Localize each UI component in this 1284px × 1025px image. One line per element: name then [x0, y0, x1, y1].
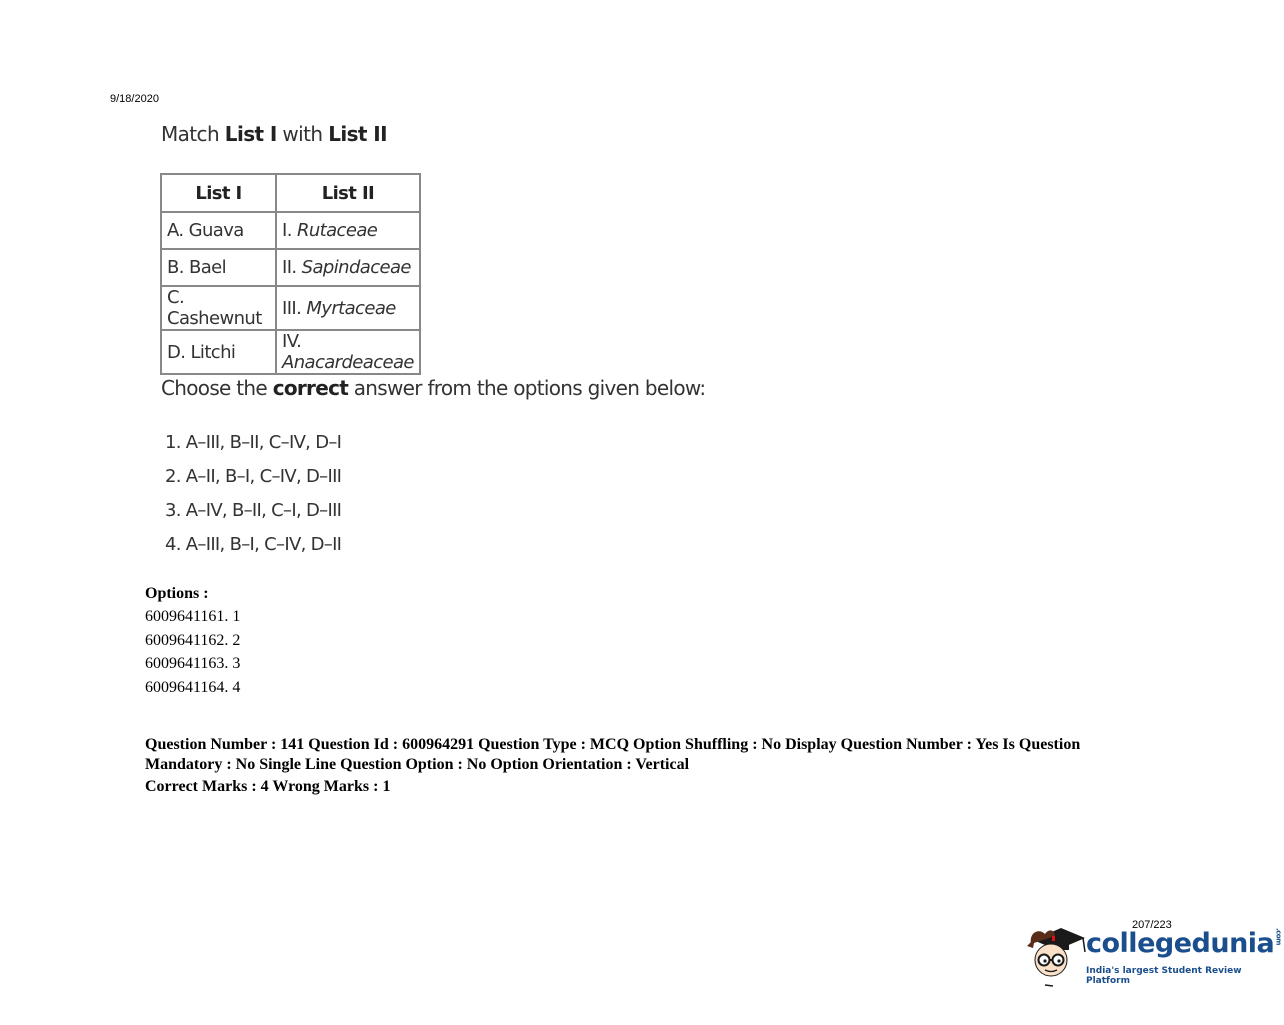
table-row [161, 249, 420, 286]
list-1-cell: A. Guava [161, 212, 276, 249]
column-header-list-2: List II [276, 174, 420, 212]
option-item: 6009641164. 4 [145, 679, 241, 697]
list-1-cell: B. Bael [161, 249, 276, 286]
match-table [160, 173, 421, 375]
answer-item: 2. A–II, B–I, C–IV, D–III [165, 466, 342, 487]
option-item: 6009641163. 3 [145, 655, 241, 673]
print-date: 9/18/2020 [110, 93, 159, 105]
list-1-cell: D. Litchi [161, 330, 276, 374]
list-2-cell: II. Sapindaceae [276, 249, 420, 286]
list-2-cell: I. Rutaceae [276, 212, 420, 249]
table-row [161, 212, 420, 249]
answer-item: 3. A–IV, B–II, C–I, D–III [165, 500, 342, 521]
table-row [161, 330, 420, 374]
choose-instruction: Choose the correct answer from the options given below: [161, 376, 706, 400]
option-item: 6009641162. 2 [145, 631, 241, 649]
marks-info: Correct Marks : 4 Wrong Marks : 1 [145, 778, 391, 795]
brand-suffix: .com [1274, 928, 1283, 945]
list-2-cell: IV. Anacardeaceae [276, 330, 420, 374]
options-block [145, 585, 240, 703]
option-item: 6009641161. 1 [145, 608, 241, 625]
answer-item: 4. A–III, B–I, C–IV, D–II [165, 534, 342, 555]
column-header-list-1: List I [161, 174, 276, 212]
list-1-cell: C. Cashewnut [161, 286, 276, 330]
answer-list [165, 432, 341, 568]
table-header-row [161, 174, 420, 212]
question-meta: Question Number : 141 Question Id : 600964291 Question Type : MCQ Option Shuffling : No Display Question Number : Yes Is Question Mandatory : No Single Line Question Option : No Option Orientation : Vertical [145, 736, 1081, 773]
brand-tagline: India's largest Student Review Platform [1086, 966, 1242, 986]
page-number: 207/223 [1132, 919, 1172, 931]
options-label: Options : [145, 585, 209, 602]
list-2-cell: III. Myrtaceae [276, 286, 420, 330]
table-row [161, 286, 420, 330]
answer-item: 1. A–III, B–II, C–IV, D–I [165, 432, 342, 453]
question-title: Match List I with List II [161, 122, 387, 146]
brand-name: collegedunia.com [1086, 928, 1283, 959]
